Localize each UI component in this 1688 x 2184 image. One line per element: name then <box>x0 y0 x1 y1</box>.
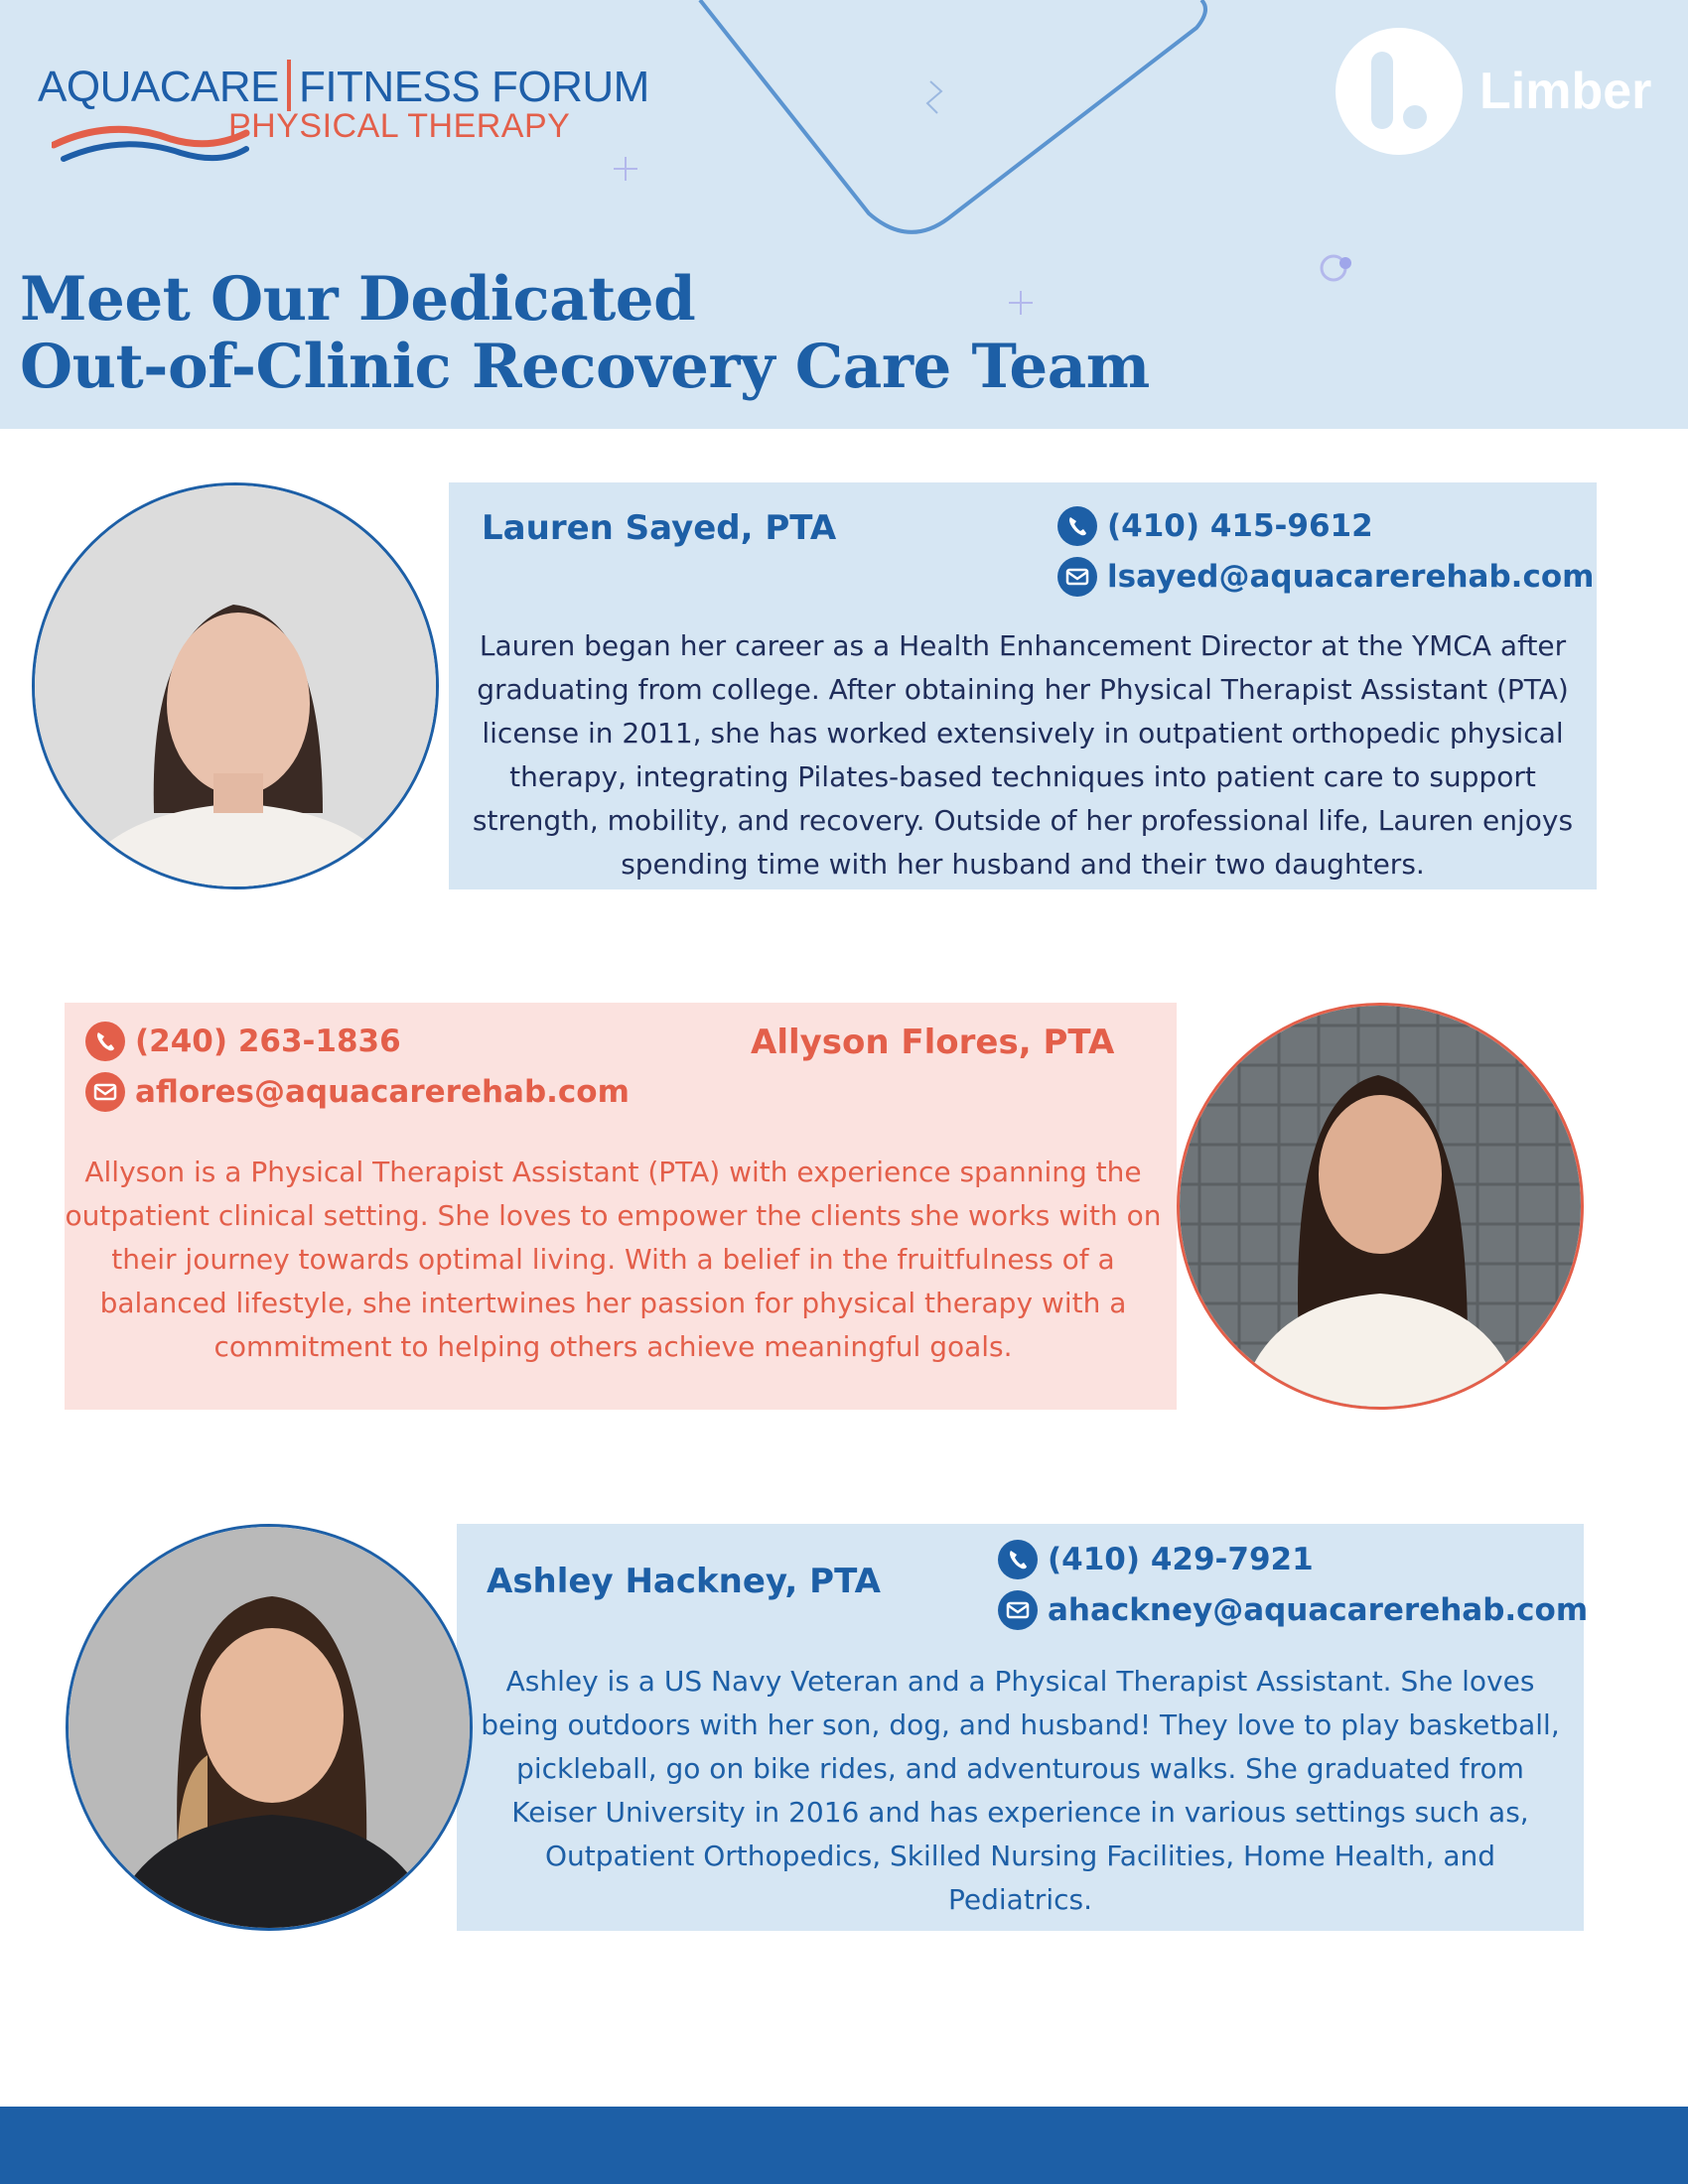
email-lauren[interactable] <box>1057 557 1594 597</box>
limber-text: Limber <box>1479 63 1652 120</box>
email-ashley-text: ahackney@aquacarerehab.com <box>1048 1592 1589 1628</box>
portrait-ashley <box>69 1527 470 1928</box>
email-ashley[interactable] <box>998 1590 1588 1630</box>
email-icon <box>85 1072 125 1112</box>
bio-allyson: Allyson is a Physical Therapist Assistant (PTA) with experience spanning the outpatient clinical setting. She loves to empower the clients she works with on their journey towards optimal living. With a belief in the fruitfulness of a balanced lifestyle, she intertwines her passion for physical therapy with a commitment to helping others achieve meaningful goals. <box>65 1156 1162 1363</box>
bio-ashley: Ashley is a US Navy Veteran and a Physical Therapist Assistant. She loves being outdoors with her son, dog, and husband! They love to play basketball, pickleball, go on bike rides, and adventurous walks. She graduated from Keiser University in 2016 and has experience in various settings such as, Outpatient Orthopedics, Skilled Nursing Facilities, Home Health, and Pediatrics. <box>481 1665 1560 1916</box>
email-allyson[interactable] <box>85 1072 630 1112</box>
phone-allyson[interactable] <box>85 1022 401 1061</box>
portrait-lauren <box>35 485 436 887</box>
photo-lauren <box>32 482 439 889</box>
aquacare-logo <box>38 52 649 161</box>
page-title-line1: Meet Our Dedicated <box>20 264 696 335</box>
photo-allyson <box>1177 1003 1584 1410</box>
email-allyson-text: aflores@aquacarerehab.com <box>135 1074 630 1110</box>
name-allyson: Allyson Flores, PTA <box>751 1023 1115 1062</box>
photo-ashley <box>66 1524 473 1931</box>
phone-lauren-text: (410) 415-9612 <box>1107 508 1373 544</box>
email-icon <box>1057 557 1097 597</box>
limber-mark-icon <box>1336 28 1463 155</box>
page-title-line2: Out-of-Clinic Recovery Care Team <box>20 332 1150 402</box>
phone-allyson-text: (240) 263-1836 <box>135 1024 401 1059</box>
portrait-allyson <box>1180 1006 1581 1407</box>
footer-bar <box>0 2107 1688 2184</box>
phone-icon <box>85 1022 125 1061</box>
name-lauren: Lauren Sayed, PTA <box>482 508 837 548</box>
logo-wave-icon <box>52 111 250 171</box>
logo-physical-therapy-text: PHYSICAL THERAPY <box>228 107 571 145</box>
phone-icon <box>998 1540 1038 1579</box>
phone-ashley[interactable] <box>998 1540 1314 1579</box>
bio-lauren: Lauren began her career as a Health Enhancement Director at the YMCA after graduating from college. After obtaining her Physical Therapist Assistant (PTA) license in 2011, she has worked extensively in outpatient orthopedic physical therapy, integrating Pilates-based techniques into patient care to support strength, mobility, and recovery. Outside of her professional life, Lauren enjoys spending time with her husband and their two daughters. <box>472 629 1574 881</box>
email-lauren-text: lsayed@aquacarerehab.com <box>1107 559 1595 595</box>
email-icon <box>998 1590 1038 1630</box>
phone-lauren[interactable] <box>1057 506 1373 546</box>
phone-ashley-text: (410) 429-7921 <box>1048 1542 1314 1577</box>
phone-icon <box>1057 506 1097 546</box>
logo-aquacare-text: AQUACARE <box>38 63 279 111</box>
name-ashley: Ashley Hackney, PTA <box>487 1562 881 1601</box>
page-title <box>20 266 1150 401</box>
header-banner <box>0 0 1688 429</box>
limber-logo <box>1336 28 1673 157</box>
logo-fitness-forum-text: FITNESS FORUM <box>298 63 649 111</box>
